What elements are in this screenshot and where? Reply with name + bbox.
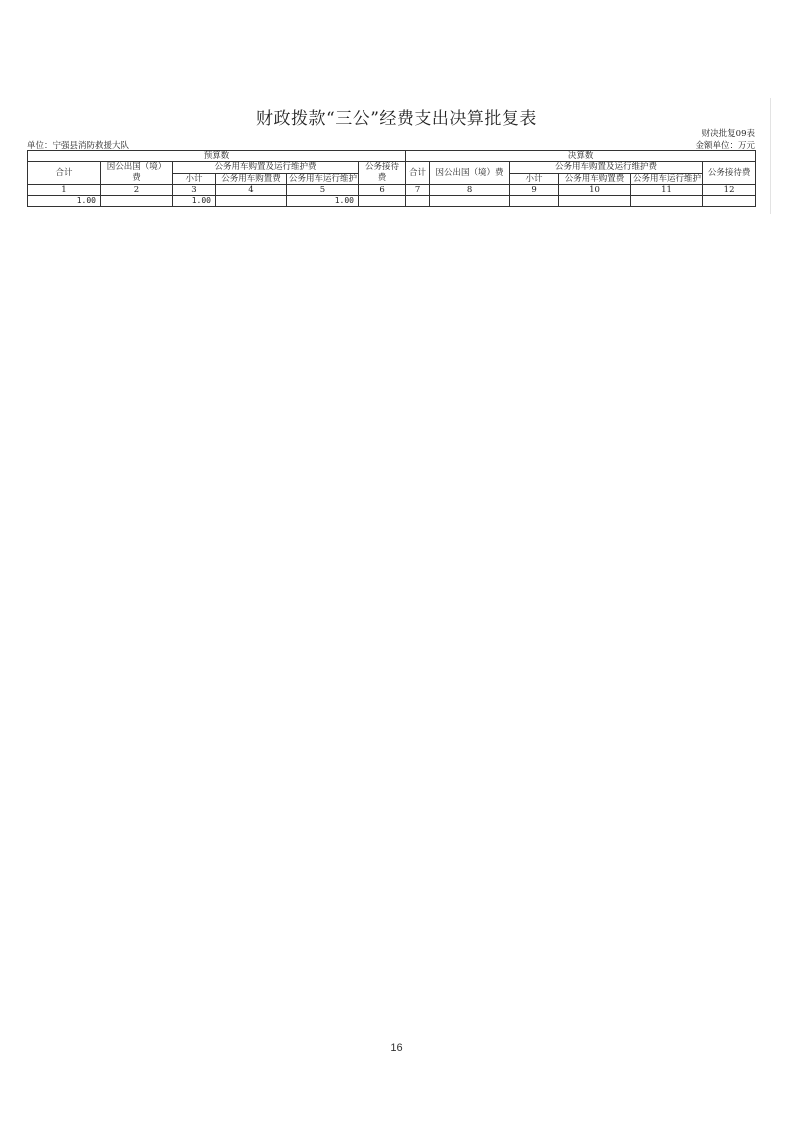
form-number: 财决批复09表: [701, 129, 755, 139]
data-cell: 1.00: [287, 196, 359, 207]
final-purchase-header: 公务用车购置费: [559, 173, 631, 185]
index-cell: 6: [359, 185, 406, 196]
document-title: 财政拨款“三公”经费支出决算批复表: [256, 109, 537, 129]
data-cell: [359, 196, 406, 207]
final-vehicle-group-header: 公务用车购置及运行维护费: [510, 162, 703, 174]
unit-label: 单位：宁强县消防救援大队: [27, 141, 130, 151]
index-cell: 5: [287, 185, 359, 196]
budget-vehicle-group-header: 公务用车购置及运行维护费: [173, 162, 359, 174]
index-cell: 10: [559, 185, 631, 196]
final-abroad-header: 因公出国（境）费: [430, 162, 510, 185]
budget-abroad-header: 因公出国（境）费: [101, 162, 173, 185]
data-cell: [430, 196, 510, 207]
final-operation-header: 公务用车运行维护: [631, 173, 703, 185]
index-cell: 9: [510, 185, 559, 196]
page-number: 16: [390, 1042, 403, 1054]
budget-purchase-header: 公务用车购置费: [216, 173, 287, 185]
budget-header: 预算数: [28, 151, 406, 162]
data-cell: [510, 196, 559, 207]
budget-total-header: 合计: [28, 162, 101, 185]
budget-operation-header: 公务用车运行维护: [287, 173, 359, 185]
data-cell: [559, 196, 631, 207]
header-row-2: [28, 162, 756, 174]
index-cell: 3: [173, 185, 216, 196]
data-cell: 1.00: [173, 196, 216, 207]
header-row-1: [28, 151, 756, 162]
three-public-expenses-table: [27, 150, 756, 207]
data-cell: [216, 196, 287, 207]
data-cell: 1.00: [28, 196, 101, 207]
index-row: [28, 185, 756, 196]
final-subtotal-header: 小计: [510, 173, 559, 185]
amount-unit-label: 金额单位：万元: [695, 141, 755, 151]
data-cell: [406, 196, 430, 207]
data-cell: [101, 196, 173, 207]
index-cell: 1: [28, 185, 101, 196]
index-cell: 11: [631, 185, 703, 196]
budget-subtotal-header: 小计: [173, 173, 216, 185]
data-row: [28, 196, 756, 207]
index-cell: 7: [406, 185, 430, 196]
index-cell: 2: [101, 185, 173, 196]
index-cell: 4: [216, 185, 287, 196]
data-cell: [631, 196, 703, 207]
final-reception-header: 公务接待费: [703, 162, 756, 185]
data-cell: [703, 196, 756, 207]
index-cell: 8: [430, 185, 510, 196]
index-cell: 12: [703, 185, 756, 196]
final-total-header: 合计: [406, 162, 430, 185]
budget-reception-header: 公务接待费: [359, 162, 406, 185]
final-header: 决算数: [406, 151, 756, 162]
